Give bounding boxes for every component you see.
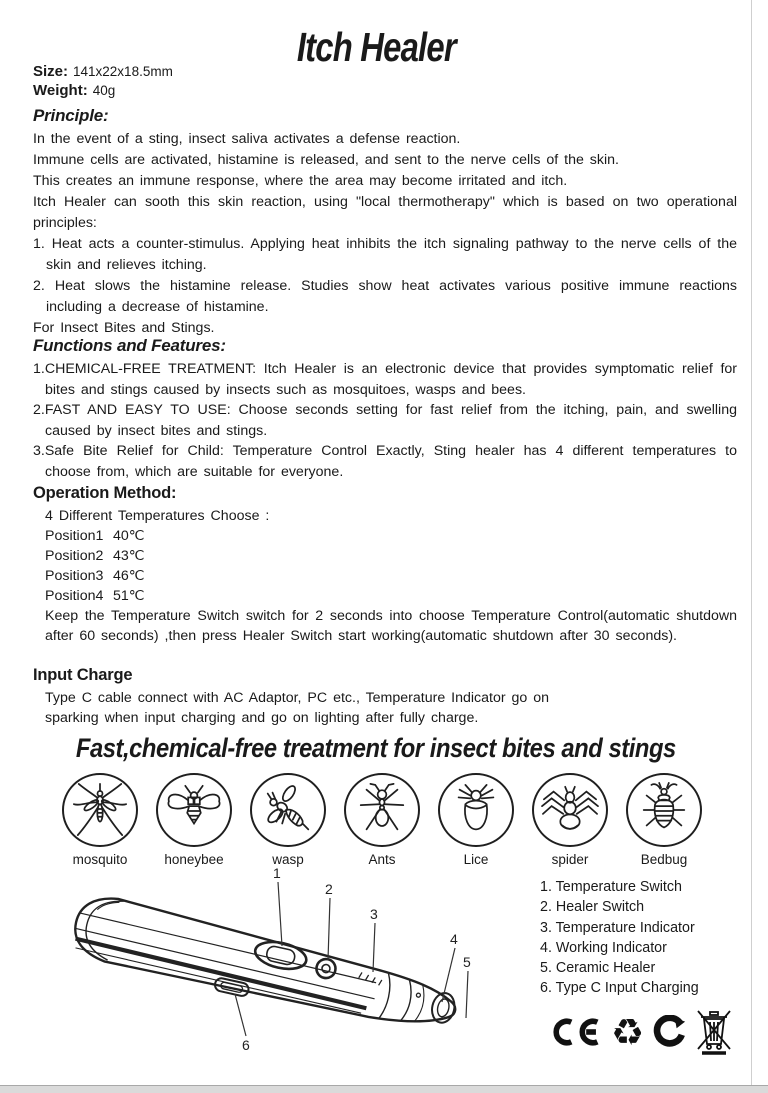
functions-item-2: 2.FAST AND EASY TO USE: Choose seconds setting for fast relief from the itching, pain, and swelling caused by insect bites and stings.: [33, 402, 737, 439]
principle-line: In the event of a sting, insect saliva activates a defense reaction.: [33, 131, 461, 147]
mosquito-icon: [62, 773, 138, 847]
device-diagram: [38, 858, 520, 1073]
principle-footer: For Insect Bites and Stings.: [33, 320, 215, 336]
legend-item: 5. Ceramic Healer: [540, 960, 656, 977]
weight-label: Weight:: [33, 82, 88, 99]
temperature-position-row: [45, 566, 737, 586]
insect-item: [340, 773, 424, 867]
insect-item: [622, 773, 706, 867]
honeybee-icon: [156, 773, 232, 847]
weight-value: 40g: [92, 83, 116, 98]
operation-body: [45, 506, 737, 646]
callout-5: 5: [463, 954, 471, 970]
position-label: Position4: [45, 588, 104, 604]
parts-legend: [540, 877, 699, 999]
insect-item: [528, 773, 612, 867]
temperature-position-row: [45, 546, 737, 566]
legend-item: 2. Healer Switch: [540, 899, 645, 916]
spec-weight: [33, 81, 173, 100]
insect-label: wasp: [272, 852, 304, 867]
functions-heading: Functions and Features:: [33, 336, 226, 355]
legend-item: 3. Temperature Indicator: [540, 919, 695, 936]
wasp-icon: [250, 773, 326, 847]
functions-item-1: 1.CHEMICAL-FREE TREATMENT: Itch Healer is an electronic device that provides symptomatic relief for bites and stings caused by insects such as mosquitoes, wasps and bees.: [33, 361, 737, 398]
ant-icon: [344, 773, 420, 847]
page-title: Itch Healer: [296, 24, 456, 70]
principle-section: [33, 106, 737, 339]
page-edge-bottom: [0, 1085, 768, 1093]
insect-label: honeybee: [164, 852, 224, 867]
position-temp: 43℃: [113, 548, 145, 564]
insect-item: [246, 773, 330, 867]
principle-line: This creates an immune response, where the area may become irritated and itch.: [33, 173, 568, 189]
lice-icon: [438, 773, 514, 847]
input-charge-line: sparking when input charging and go on lighting after fully charge.: [45, 710, 479, 726]
functions-section: [33, 336, 737, 482]
input-charge-line: Type C cable connect with AC Adaptor, PC etc., Temperature Indicator go on: [45, 690, 550, 706]
insect-label: mosquito: [72, 852, 128, 867]
green-dot-icon: [653, 1015, 687, 1049]
position-temp: 40℃: [113, 528, 145, 544]
insect-item: [58, 773, 142, 867]
operation-heading: Operation Method:: [33, 484, 177, 502]
insect-label: Ants: [368, 852, 396, 867]
callout-1: 1: [273, 865, 281, 881]
banner-text: Fast,chemical-free treatment for insect bites and stings: [76, 733, 676, 763]
callout-3: 3: [370, 906, 378, 922]
operation-instructions: Keep the Temperature Switch switch for 2 seconds into choose Temperature Control(automatic shutdown after 60 seconds) ,then press Healer Switch start working(automatic shutdown after 30 seconds).: [45, 608, 737, 644]
legend-item: 1. Temperature Switch: [540, 879, 682, 895]
position-label: Position3: [45, 568, 104, 584]
principle-line: Immune cells are activated, histamine is released, and sent to the nerve cells of the skin.: [33, 152, 619, 168]
certification-marks: [548, 1008, 732, 1056]
insect-icons-row: [58, 773, 706, 867]
temperature-position-row: [45, 526, 737, 546]
size-value: 141x22x18.5mm: [73, 64, 173, 79]
itch-healer-device-drawing: [38, 858, 520, 1068]
temperature-position-row: [45, 586, 737, 606]
insect-item: [152, 773, 236, 867]
input-charge-body: [45, 688, 737, 728]
legend-item: 6. Type C Input Charging: [540, 980, 699, 997]
input-charge-section: [33, 666, 737, 728]
insect-label: Lice: [463, 852, 489, 867]
page-edge-right: [751, 0, 752, 1093]
spec-size: [33, 62, 173, 81]
principle-item-1: 1. Heat acts a counter-stimulus. Applying heat inhibits the itch signaling pathway to the nerve cells of the skin and relieves itching.: [33, 236, 737, 273]
size-label: Size:: [33, 63, 69, 80]
principle-paragraph: Itch Healer can sooth this skin reaction, using "local thermotherapy" which is based on two operational principles:: [33, 194, 737, 231]
callout-4: 4: [450, 931, 458, 947]
insect-label: spider: [551, 852, 589, 867]
insect-item: [434, 773, 518, 867]
mobius-recycle-icon: ♻: [611, 1010, 645, 1054]
callout-6: 6: [242, 1037, 250, 1053]
principle-item-2: 2. Heat slows the histamine release. Studies show heat activates various positive immune reactions including a decrease of histamine.: [33, 278, 737, 315]
position-temp: 46℃: [113, 568, 145, 584]
legend-item: 4. Working Indicator: [540, 939, 667, 956]
insect-label: Bedbug: [640, 852, 688, 867]
spider-icon: [532, 773, 608, 847]
specs-block: [33, 62, 173, 100]
bedbug-icon: [626, 773, 702, 847]
functions-item-3: 3.Safe Bite Relief for Child: Temperature Control Exactly, Sting healer has 4 different temperatures to choose from, which are suitable for everyone.: [33, 443, 737, 480]
position-label: Position2: [45, 548, 104, 564]
banner-row: [0, 733, 752, 764]
position-temp: 51℃: [113, 588, 145, 604]
input-charge-heading: Input Charge: [33, 666, 133, 684]
position-label: Position1: [45, 528, 104, 544]
ce-mark-icon: [548, 1017, 602, 1047]
callout-2: 2: [325, 881, 333, 897]
principle-heading: Principle:: [33, 106, 109, 125]
operation-intro: 4 Different Temperatures Choose :: [45, 508, 270, 524]
weee-bin-icon: [696, 1009, 732, 1055]
operation-section: [33, 484, 737, 646]
